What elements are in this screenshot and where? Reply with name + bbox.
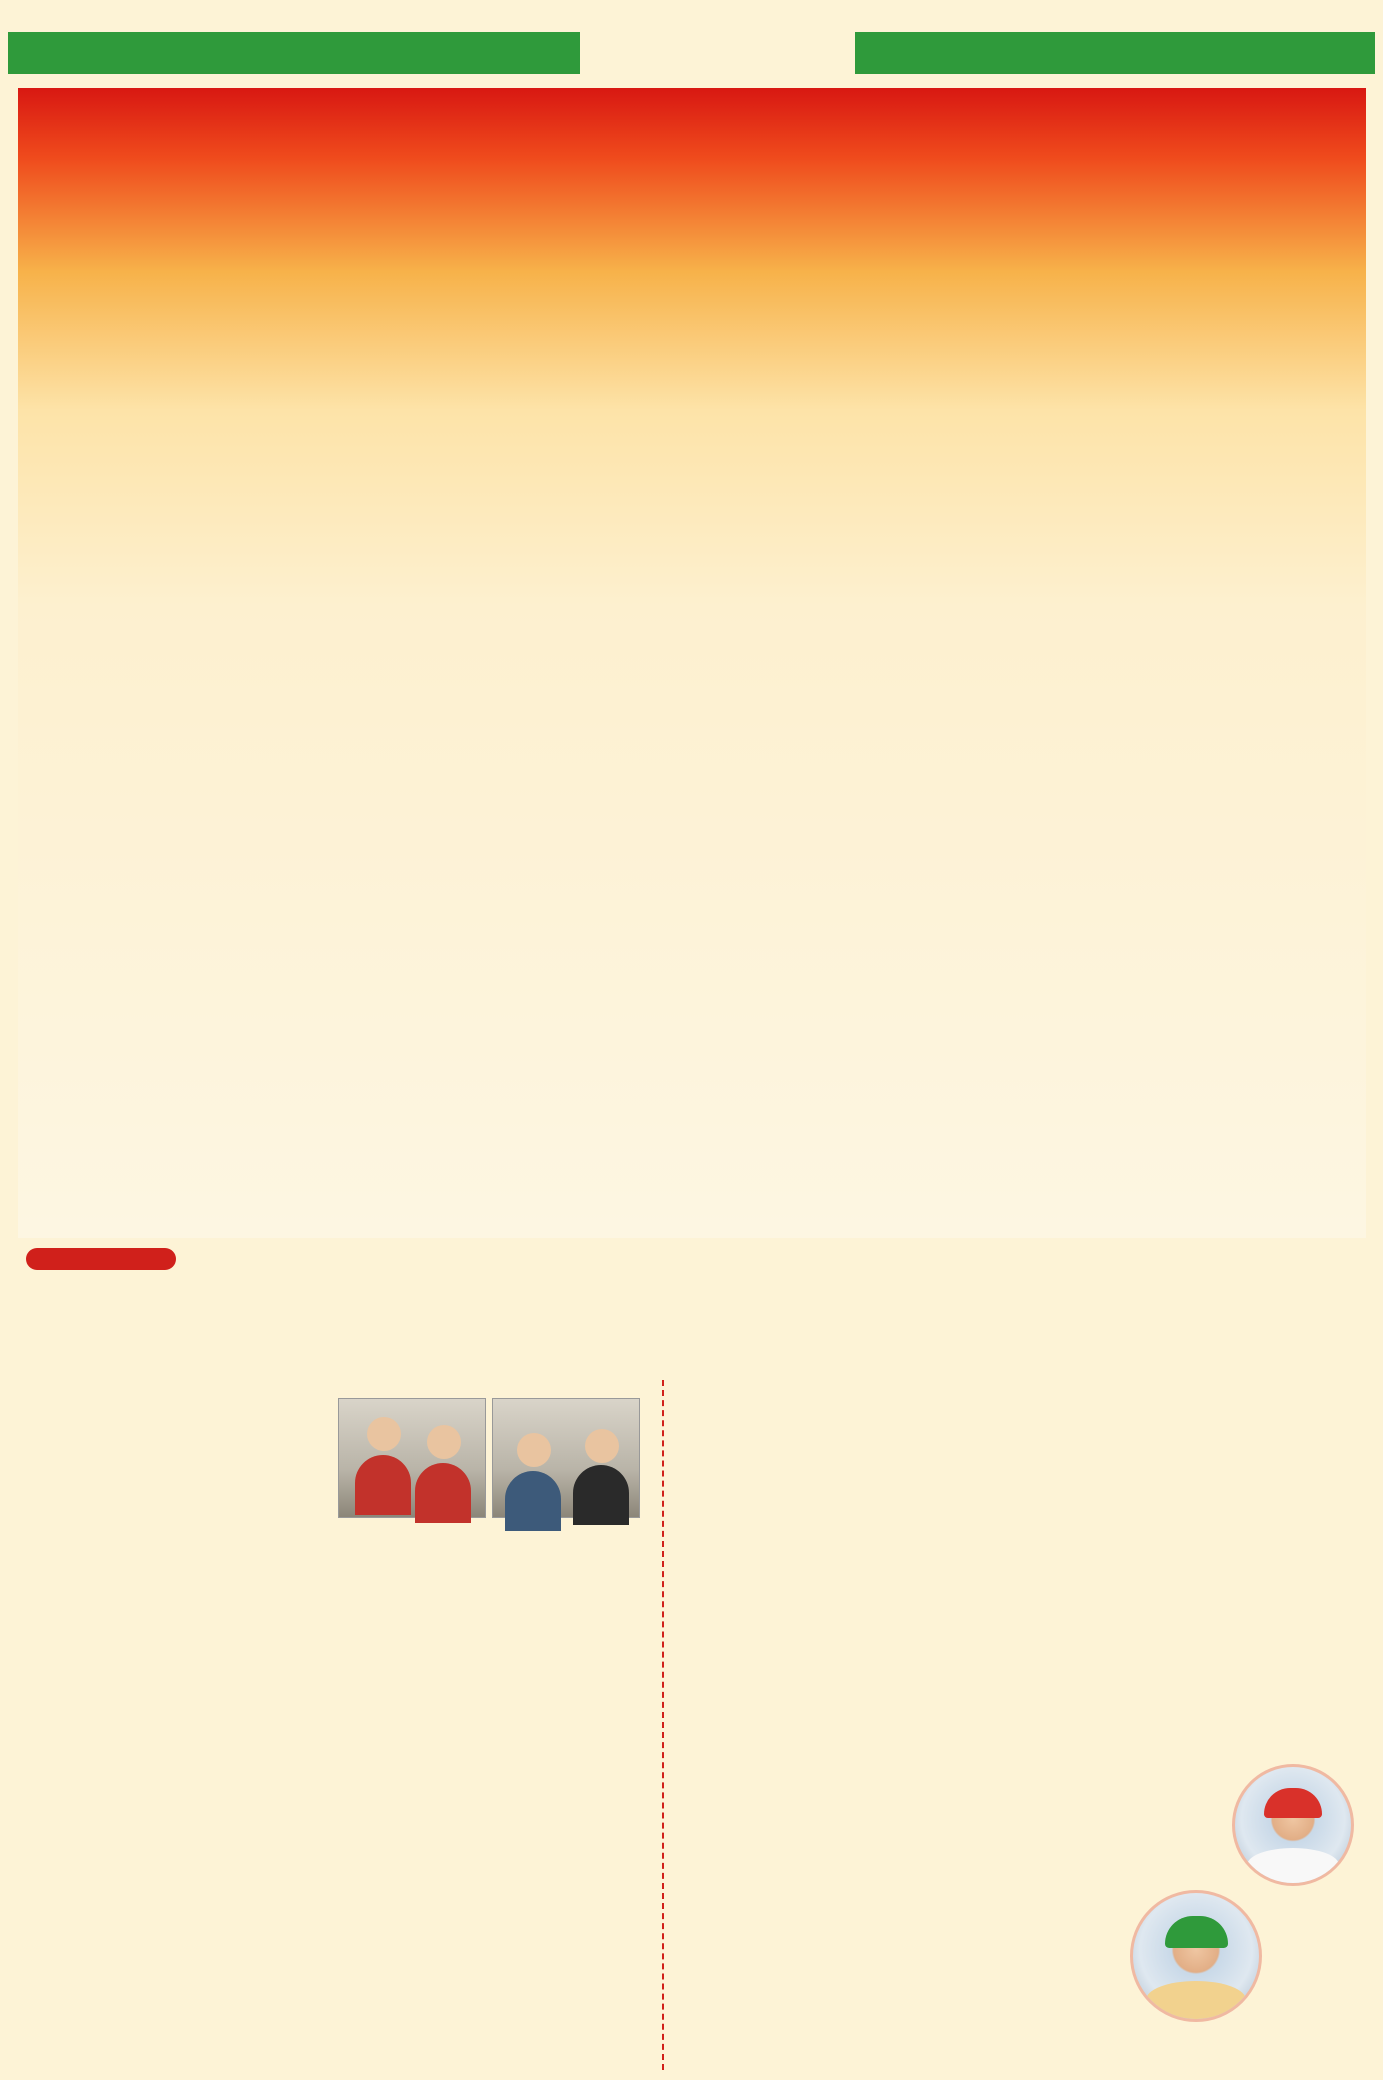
person-head xyxy=(367,1417,401,1451)
photo-sun-lijun xyxy=(1130,1890,1262,2022)
photo-zhao-jianshen xyxy=(1232,1764,1354,1886)
person-body xyxy=(355,1455,411,1515)
editor-text xyxy=(44,1256,1364,1279)
photo-staff-talk xyxy=(492,1398,640,1518)
story1-title xyxy=(66,1334,82,1374)
masthead-title xyxy=(590,22,850,82)
header-left-bar xyxy=(8,32,580,74)
editor-note xyxy=(18,1238,1366,1326)
story2-column-1 xyxy=(706,1392,858,2068)
person-head xyxy=(585,1429,619,1463)
person-head xyxy=(427,1425,461,1459)
header-page-number xyxy=(855,32,1375,74)
story2-column-3 xyxy=(1130,1392,1352,1714)
page-header xyxy=(8,22,1375,82)
column-divider xyxy=(662,1380,664,2070)
story1-column-1 xyxy=(46,1398,328,2053)
story2-column-2 xyxy=(866,1392,1122,2068)
profiles-section xyxy=(18,88,1366,1238)
person-body xyxy=(505,1471,561,1531)
person-body xyxy=(573,1465,629,1525)
story2-title xyxy=(772,1334,788,1374)
person-body xyxy=(415,1463,471,1523)
photo-dumplings xyxy=(338,1398,486,1518)
person-head xyxy=(517,1433,551,1467)
story1-column-2 xyxy=(338,1548,644,2048)
